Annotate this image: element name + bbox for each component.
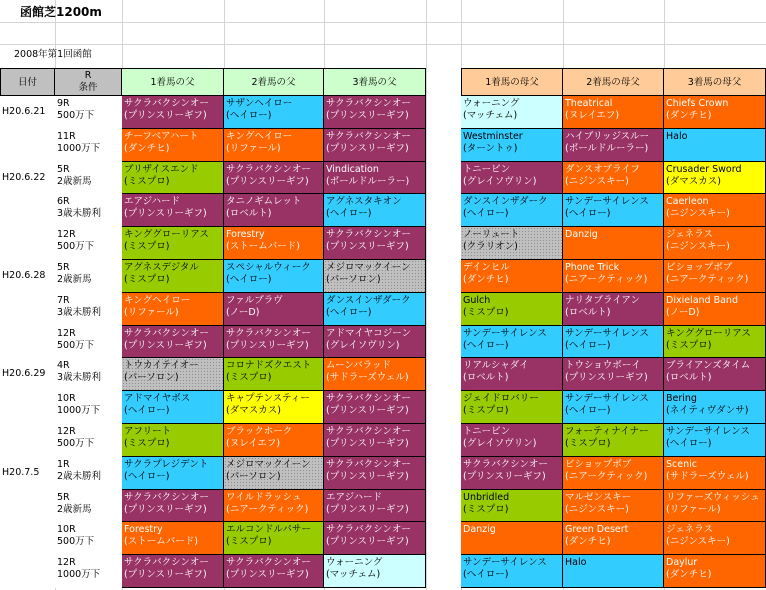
dam-sire-1-cell[interactable]: トニービン (グレイソヴリン)	[461, 424, 563, 457]
race-condition[interactable]: 12R 500万下	[55, 326, 122, 358]
dam-sire-2-cell[interactable]: ナリタブライアン (ロベルト)	[563, 293, 664, 326]
race-condition[interactable]: 12R 1000万下	[55, 555, 122, 588]
sire-1-cell[interactable]: サクラバクシンオー (プリンスリーギフ)	[122, 490, 224, 522]
sire-2-cell[interactable]: エルコンドルパサー (ミスプロ)	[224, 522, 324, 555]
race-date[interactable]	[0, 194, 55, 227]
race-date[interactable]: H20.6.29	[0, 358, 55, 391]
sire-3-cell[interactable]: ウォーニング (マッチェム)	[324, 555, 426, 588]
race-condition[interactable]: 12R 500万下	[55, 424, 122, 457]
dam-sire-3-cell[interactable]: Daylur (ダンチヒ)	[664, 555, 766, 588]
race-date[interactable]	[0, 129, 55, 162]
sire-2-cell[interactable]: ブラックホーク (ヌレイエフ)	[224, 424, 324, 457]
dam-sire-3-cell[interactable]: ジェネラス (ニジンスキー)	[664, 227, 766, 260]
dam-sire-2-cell[interactable]: ビショップボブ (ニアークティック)	[563, 457, 664, 490]
sire-2-cell[interactable]: キングヘイロー (リファール)	[224, 129, 324, 162]
sire-1-cell[interactable]: ブリザイスエンド (ミスプロ)	[122, 162, 224, 194]
dam-sire-1-cell[interactable]: トニービン (グレイソヴリン)	[461, 162, 563, 194]
sire-2-cell[interactable]: Forestry (ストームバード)	[224, 227, 324, 260]
dam-sire-2-cell[interactable]: トウショウボーイ (プリンスリーギフ)	[563, 358, 664, 391]
race-condition[interactable]: 6R 3歳未勝利	[55, 194, 122, 227]
race-condition[interactable]: 1R 2歳未勝利	[55, 457, 122, 490]
sire-2-cell[interactable]: ファルブラヴ (ノーD)	[224, 293, 324, 326]
dam-sire-3-cell[interactable]: キンググローリアス (ミスプロ)	[664, 326, 766, 358]
race-condition[interactable]: 9R 500万下	[55, 96, 122, 129]
race-condition[interactable]: 5R 2歳新馬	[55, 490, 122, 522]
dam-sire-3-cell[interactable]: Bering (ネイティヴダンサ)	[664, 391, 766, 424]
sire-2-cell[interactable]: タニノギムレット (ロベルト)	[224, 194, 324, 227]
sire-2-cell[interactable]: サクラバクシンオー (プリンスリーギフ)	[224, 555, 324, 588]
dam-sire-3-cell[interactable]: Caerleon (ニジンスキー)	[664, 194, 766, 227]
dam-sire-2-cell[interactable]: サンデーサイレンス (ヘイロー)	[563, 326, 664, 358]
race-date[interactable]: H20.7.5	[0, 457, 55, 490]
dam-sire-2-cell[interactable]: Theatrical (ヌレイエフ)	[563, 96, 664, 129]
sire-1-cell[interactable]: Forestry (ストームバード)	[122, 522, 224, 555]
dam-sire-2-cell[interactable]: サンデーサイレンス (ヘイロー)	[563, 391, 664, 424]
dam-sire-3-cell[interactable]: リファーズウィッシュ (リファール)	[664, 490, 766, 522]
dam-sire-3-cell[interactable]: Dixieland Band (ノーD)	[664, 293, 766, 326]
dam-sire-1-cell[interactable]: ジェイドロバリー (ミスプロ)	[461, 391, 563, 424]
race-condition[interactable]: 11R 1000万下	[55, 129, 122, 162]
header-sire-1: 1着馬の父	[122, 68, 224, 96]
sire-2-cell[interactable]: サクラバクシンオー (プリンスリーギフ)	[224, 162, 324, 194]
dam-sire-1-cell[interactable]: Gulch (ミスプロ)	[461, 293, 563, 326]
race-condition[interactable]: 12R 500万下	[55, 227, 122, 260]
sire-2-cell[interactable]: メジロマックイーン (パーソロン)	[224, 457, 324, 490]
header-dam-sire-1: 1着馬の母父	[461, 68, 563, 96]
sire-1-cell[interactable]: アドマイヤボス (ヘイロー)	[122, 391, 224, 424]
race-date[interactable]	[0, 293, 55, 326]
dam-sire-3-cell[interactable]: ビショップボブ (ニアークティック)	[664, 260, 766, 293]
sire-3-cell[interactable]: サクラバクシンオー (プリンスリーギフ)	[324, 129, 426, 162]
dam-sire-3-cell[interactable]: サンデーサイレンス (ヘイロー)	[664, 424, 766, 457]
dam-sire-3-cell[interactable]: Crusader Sword (ダマスカス)	[664, 162, 766, 194]
race-condition[interactable]: 10R 1000万下	[55, 391, 122, 424]
sheet-title: 函館芝1200m	[20, 5, 102, 19]
dam-sire-1-cell[interactable]: ウォーニング (マッチェム)	[461, 96, 563, 129]
dam-sire-1-cell[interactable]: リアルシャダイ (ロベルト)	[461, 358, 563, 391]
sire-2-cell[interactable]: サザンヘイロー (ヘイロー)	[224, 96, 324, 129]
sire-1-cell[interactable]: アフリート (ミスプロ)	[122, 424, 224, 457]
sire-3-cell[interactable]: アグネスタキオン (ヘイロー)	[324, 194, 426, 227]
dam-sire-2-cell[interactable]: Halo	[563, 555, 664, 588]
dam-sire-1-cell[interactable]: ノーリュート (クラリオン)	[461, 227, 563, 260]
header-date: 日付	[0, 68, 55, 96]
race-condition[interactable]: 7R 3歳未勝利	[55, 293, 122, 326]
header-sire-2: 2着馬の父	[224, 68, 324, 96]
sheet-subtitle: 2008年第1回函館	[14, 49, 92, 60]
dam-sire-2-cell[interactable]: ダンスオブライフ (ニジンスキー)	[563, 162, 664, 194]
sire-1-cell[interactable]: チーフベアハート (ダンチヒ)	[122, 129, 224, 162]
grid-row-line	[0, 22, 766, 23]
race-condition[interactable]: 5R 2歳新馬	[55, 260, 122, 293]
dam-sire-1-cell[interactable]: Unbridled (ミスプロ)	[461, 490, 563, 522]
dam-sire-3-cell[interactable]: ジェネラス (ニジンスキー)	[664, 522, 766, 555]
sire-1-cell[interactable]: サクラバクシンオー (プリンスリーギフ)	[122, 555, 224, 588]
sire-1-cell[interactable]: アグネスデジタル (ミスプロ)	[122, 260, 224, 293]
sire-2-cell[interactable]: ワイルドラッシュ (ニアークティック)	[224, 490, 324, 522]
dam-sire-1-cell[interactable]: サンデーサイレンス (ヘイロー)	[461, 555, 563, 588]
dam-sire-2-cell[interactable]: マルゼンスキー (ニジンスキー)	[563, 490, 664, 522]
race-date[interactable]: H20.6.28	[0, 260, 55, 293]
grid-column-line	[426, 0, 427, 590]
sire-1-cell[interactable]: サクラバクシンオー (プリンスリーギフ)	[122, 96, 224, 129]
dam-sire-2-cell[interactable]: フォーティナイナー (ミスプロ)	[563, 424, 664, 457]
dam-sire-1-cell[interactable]: ダンスインザダーク (ヘイロー)	[461, 194, 563, 227]
sire-1-cell[interactable]: サクラバクシンオー (プリンスリーギフ)	[122, 326, 224, 358]
sire-1-cell[interactable]: エアジハード (プリンスリーギフ)	[122, 194, 224, 227]
sire-3-cell[interactable]: Vindication (ボールドルーラー)	[324, 162, 426, 194]
dam-sire-2-cell[interactable]: ハイブリッジスルー (ボールドルーラー)	[563, 129, 664, 162]
sire-3-cell[interactable]: サクラバクシンオー (プリンスリーギフ)	[324, 522, 426, 555]
header-dam-sire-3: 3着馬の母父	[664, 68, 766, 96]
race-date[interactable]	[0, 227, 55, 260]
race-date[interactable]: H20.6.21	[0, 96, 55, 129]
sire-1-cell[interactable]: トウカイテイオー (パーソロン)	[122, 358, 224, 391]
sire-3-cell[interactable]: メジロマックイーン (パーソロン)	[324, 260, 426, 293]
dam-sire-2-cell[interactable]: Phone Trick (ニアークティック)	[563, 260, 664, 293]
dam-sire-1-cell[interactable]: Danzig	[461, 522, 563, 555]
dam-sire-2-cell[interactable]: Danzig	[563, 227, 664, 260]
sire-3-cell[interactable]: サクラバクシンオー (プリンスリーギフ)	[324, 424, 426, 457]
sire-3-cell[interactable]: サクラバクシンオー (プリンスリーギフ)	[324, 96, 426, 129]
sire-3-cell[interactable]: エアジハード (プリンスリーギフ)	[324, 490, 426, 522]
dam-sire-1-cell[interactable]: デインヒル (ダンチヒ)	[461, 260, 563, 293]
dam-sire-1-cell[interactable]: サンデーサイレンス (ヘイロー)	[461, 326, 563, 358]
header-sire-3: 3着馬の父	[324, 68, 426, 96]
race-date[interactable]	[0, 391, 55, 424]
dam-sire-3-cell[interactable]: Chiefs Crown (ダンチヒ)	[664, 96, 766, 129]
dam-sire-1-cell[interactable]: サクラバクシンオー (プリンスリーギフ)	[461, 457, 563, 490]
sire-3-cell[interactable]: サクラバクシンオー (プリンスリーギフ)	[324, 457, 426, 490]
header-dam-sire-2: 2着馬の母父	[563, 68, 664, 96]
dam-sire-3-cell[interactable]: ブライアンズタイム (ロベルト)	[664, 358, 766, 391]
grid-row-line	[0, 44, 766, 45]
sire-1-cell[interactable]: キンググローリアス (ミスプロ)	[122, 227, 224, 260]
sire-1-cell[interactable]: サクラプレジデント (ヘイロー)	[122, 457, 224, 490]
sire-3-cell[interactable]: アドマイヤコジーン (グレイソヴリン)	[324, 326, 426, 358]
race-date[interactable]	[0, 522, 55, 555]
dam-sire-3-cell[interactable]: Halo	[664, 129, 766, 162]
dam-sire-1-cell[interactable]: Westminster (ターントゥ)	[461, 129, 563, 162]
sire-2-cell[interactable]: キャプテンスティー (ダマスカス)	[224, 391, 324, 424]
race-date[interactable]	[0, 424, 55, 457]
sire-1-cell[interactable]: キングヘイロー (リファール)	[122, 293, 224, 326]
race-condition[interactable]: 5R 2歳新馬	[55, 162, 122, 194]
dam-sire-2-cell[interactable]: Green Desert (ダンチヒ)	[563, 522, 664, 555]
dam-sire-3-cell[interactable]: Scenic (サドラーズウェル)	[664, 457, 766, 490]
race-condition[interactable]: 10R 500万下	[55, 522, 122, 555]
sire-2-cell[interactable]: コロナドズクエスト (ミスプロ)	[224, 358, 324, 391]
sire-3-cell[interactable]: サクラバクシンオー (プリンスリーギフ)	[324, 227, 426, 260]
race-date[interactable]: H20.6.22	[0, 162, 55, 194]
race-date[interactable]	[0, 555, 55, 588]
header-race: R 条件	[55, 68, 122, 96]
sire-3-cell[interactable]: ムーンバラッド (サドラーズウェル)	[324, 358, 426, 391]
race-date[interactable]	[0, 490, 55, 522]
dam-sire-2-cell[interactable]: サンデーサイレンス (ヘイロー)	[563, 194, 664, 227]
sire-2-cell[interactable]: サクラバクシンオー (プリンスリーギフ)	[224, 326, 324, 358]
race-condition[interactable]: 4R 3歳未勝利	[55, 358, 122, 391]
race-date[interactable]	[0, 326, 55, 358]
sire-3-cell[interactable]: ダンスインザダーク (ヘイロー)	[324, 293, 426, 326]
sire-3-cell[interactable]: サクラバクシンオー (プリンスリーギフ)	[324, 391, 426, 424]
sire-2-cell[interactable]: スペシャルウィーク (ヘイロー)	[224, 260, 324, 293]
